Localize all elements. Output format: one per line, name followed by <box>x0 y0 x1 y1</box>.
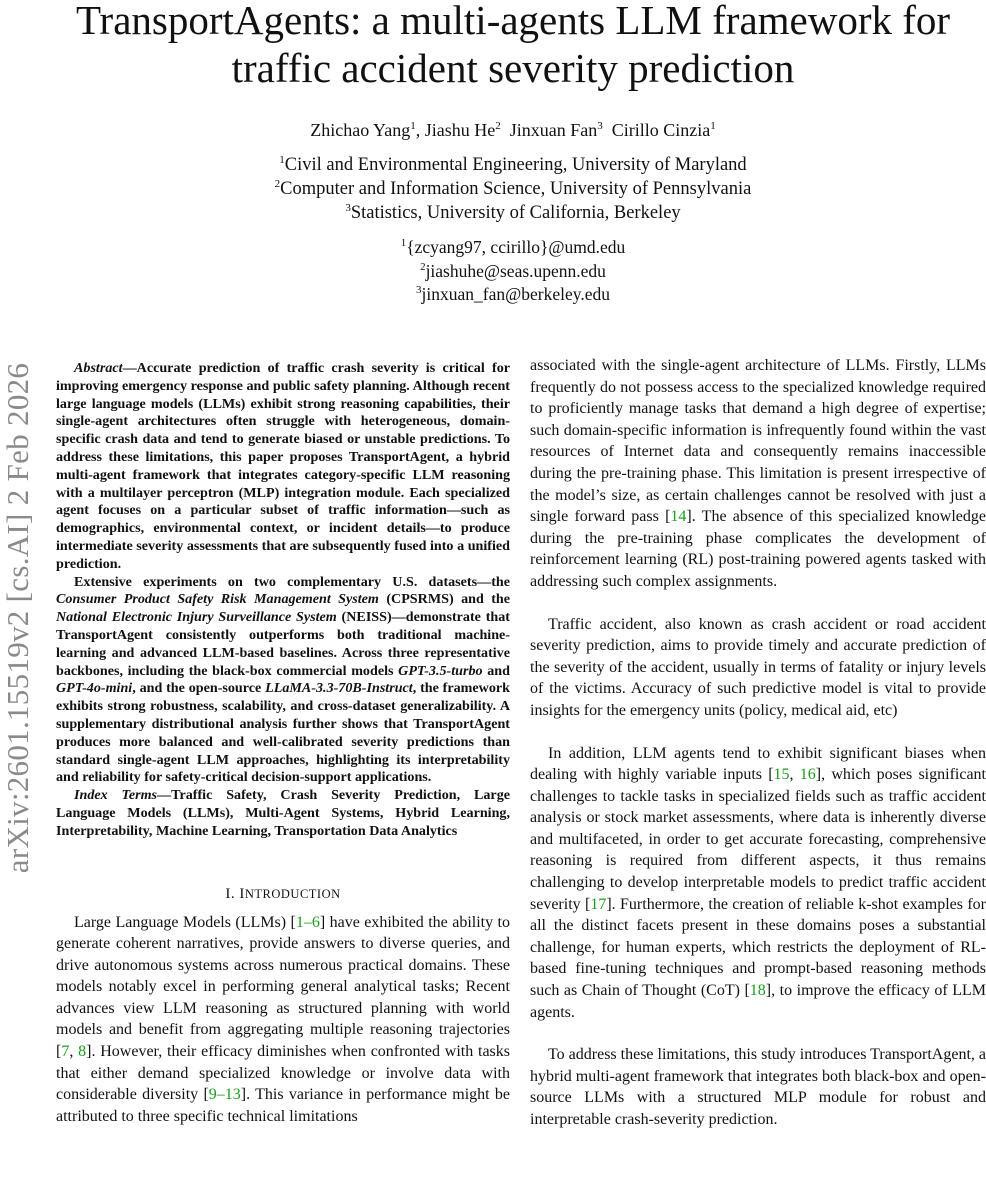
citation-link[interactable]: 9 <box>208 1086 217 1104</box>
index-terms-label: Index Terms <box>74 787 158 804</box>
abstract-text: and <box>482 662 510 679</box>
body-text: ]. This variance in performance might be attributed to three specific technical limitations <box>56 1086 510 1125</box>
body-text: ]. The absence of this specialized knowledge during the pre-training phase complicates the development of reinforcement learning (RL) post-training powered agents tasked with addressing such complex assignments. <box>530 508 986 590</box>
body-paragraph <box>530 355 986 593</box>
right-column <box>530 355 986 1131</box>
arxiv-identifier: arXiv:2601.15519v2 [cs.AI] 2 Feb 2026 <box>0 362 35 874</box>
section-initial: I <box>239 885 245 902</box>
body-text: In addition, LLM agents tend to exhibit significant biases when dealing with highly variable inputs [ <box>530 744 986 784</box>
body-text: Large Language Models (LLMs) [ <box>74 913 296 931</box>
citation-dash: – <box>216 1086 225 1104</box>
author-name: Jiashu He <box>424 120 496 140</box>
citation-link[interactable]: 14 <box>670 508 687 526</box>
section-numeral: I. <box>225 885 240 902</box>
affil-mark: 2 <box>274 177 281 190</box>
email-mark: 2 <box>420 260 426 273</box>
affiliation <box>40 177 986 201</box>
author-name: Zhichao Yang <box>310 120 411 140</box>
body-text: ]. Furthermore, the creation of reliable k-shot examples for all the distinct facets present in these domains poses a substantial challenge, for human experts, which restricts the deployment of RL-based fine-tuning techniques and prompt-based reasoning methods such as Chain of Thought (CoT) [ <box>530 895 986 1000</box>
affil-mark: 3 <box>345 201 351 214</box>
abstract-text: —Accurate prediction of traffic crash severity is critical for improving emergency response and public safety planning. Although recent large language models (LLMs) exhibit strong reasoning capabilities, their single-agent architectures often struggle with heterogeneous, domain-specific crash data and tend to generate biased or unstable predictions. To address these limitations, this paper proposes TransportAgent, a hybrid multi-agent framework that integrates category-specific LLM reasoning with a multilayer perceptron (MLP) integration module. Each specialized agent focuses on a particular subset of traffic information—such as demographics, environmental context, or incident details—to produce intermediate severity assessments that are subsequently fused into a unified prediction. <box>56 360 510 572</box>
citation-link[interactable]: 15 <box>773 766 790 784</box>
citation-link[interactable]: 6 <box>311 913 320 931</box>
citation-link[interactable]: 17 <box>590 895 607 913</box>
email-text: jinxuan_fan@berkeley.edu <box>421 284 610 304</box>
author-affil-mark: 1 <box>410 120 416 132</box>
email-text: jiashuhe@seas.upenn.edu <box>425 260 606 281</box>
affiliation-text: Computer and Information Science, University of Pennsylvania <box>280 179 752 199</box>
section-title-rest: NTRODUCTION <box>244 886 341 901</box>
index-terms-text: —Traffic Safety, Crash Severity Prediction, Large Language Models (LLMs), Multi-Agent Systems, Hybrid Learning, Interpretability, Machine Learning, Transportation Data Analytics <box>56 787 510 839</box>
body-text: ]. However, their efficacy diminishes when confronted with tasks that either demand specialized knowledge or involve data with considerable diversity [ <box>56 1043 511 1104</box>
section-heading-introduction <box>56 886 510 903</box>
abstract-paragraph <box>56 574 510 788</box>
citation-link[interactable]: 8 <box>78 1043 87 1061</box>
arxiv-sidebar <box>0 318 35 918</box>
body-text: ], to improve the efficacy of LLM agents. <box>530 982 986 1021</box>
citation-link[interactable]: 18 <box>749 982 766 1000</box>
affiliation <box>40 153 986 177</box>
email <box>40 236 986 260</box>
body-text: associated with the single-agent architecture of LLMs. Firstly, LLMs frequently do not possess access to the specialized knowledge required to proficiently manage tasks that demand a high degree of expertise; such domain-specific information is infrequently found within the vast resources of Internet data and consequently remains inaccessible during the pre-training phase. This limitation is present irrespective of the model’s size, as certain challenges cannot be resolved with just a single forward pass [ <box>530 357 986 526</box>
author-list: Zhichao Yang$^1$, Jiashu He$^2$ Jinxuan Fan$^3$ Cirillo Cinzia$^1$ <box>310 120 716 140</box>
body-text: , <box>69 1043 79 1061</box>
model-name: GPT-3.5-turbo <box>398 662 483 679</box>
model-name: GPT-4o-mini <box>56 680 133 697</box>
author-affil-mark: 2 <box>495 120 501 132</box>
email-mark: 1 <box>400 237 407 250</box>
index-terms <box>56 787 510 840</box>
affiliation-text: Statistics, University of California, Berkeley <box>350 203 681 223</box>
abstract-text: , the framework exhibits strong robustness, scalability, and cross-dataset generalizability. A supplementary distributional analysis further shows that TransportAgent produces more balanced and well-calibrated severity predictions than standard single-agent LLM approaches, highlighting its interpretability and reliability for safety-critical decision-support applications. <box>56 680 510 786</box>
body-text: , <box>789 766 800 784</box>
email-mark: 3 <box>416 284 422 297</box>
citation-dash: – <box>303 913 312 931</box>
abstract-text: (NEISS)—demonstrate that TransportAgent consistently outperforms both traditional machine-learning and advanced LLM-based baselines. Across three representative backbones, including the black-box commercial models <box>56 609 510 679</box>
body-text: ], which poses significant challenges to tackle tasks in specialized fields such as traffic accident analysis or stock market assessments, where data is inherently diverse and multifaceted, in order to get accurate forecasting, comprehensive reasoning is required from different aspects, it thus remains challenging to develop interpretable models to predict traffic accident severity [ <box>530 766 986 913</box>
dataset-name: National Electronic Injury Surveillance System <box>56 609 337 626</box>
body-paragraph: To address these limitations, this study introduces TransportAgent, a hybrid multi-agent framework that integrates both black-box and open-source LLMs with a structured MLP module for robust and interpretable crash-severity prediction. <box>530 1046 986 1128</box>
left-column <box>56 360 510 1127</box>
body-text: ] have exhibited the ability to generate coherent narratives, provide answers to diverse queries, and drive autonomous systems across numerous practical domains. These models notably excel in performing general analytical tasks; Recent advances view LLM reasoning as structured planning with world models and benefit from aggregating multiple reasoning trajectories [ <box>56 913 510 1061</box>
author-affil-mark: 3 <box>597 120 603 132</box>
email <box>40 283 986 307</box>
body-paragraph <box>530 743 986 1024</box>
email-text: {zcyang97, ccirillo}@umd.edu <box>406 237 626 257</box>
email <box>40 260 986 284</box>
abstract-text: , and the open-source <box>132 680 266 697</box>
abstract-text: (CPSRMS) and the <box>378 591 510 608</box>
affiliation-text: Civil and Environmental Engineering, University of Maryland <box>284 155 747 175</box>
affiliation-list <box>40 153 986 225</box>
abstract-label: Abstract <box>74 360 123 376</box>
citation-link[interactable]: 16 <box>799 766 816 784</box>
author-affil-mark: 1 <box>710 120 716 132</box>
intro-paragraph <box>56 912 510 1128</box>
citation-link[interactable]: 13 <box>224 1086 241 1104</box>
affiliation <box>40 201 986 225</box>
body-paragraph: Traffic accident, also known as crash accident or road accident severity prediction, aims to provide timely and accurate prediction of the severity of the accident, usually in terms of fatality or injury levels of the victims. Accuracy of such predictive model is vital to provide insights for the emergency units (policy, medical aid, etc) <box>530 615 986 719</box>
paper-title: TransportAgents: a multi-agents LLM framework for traffic accident severity prediction <box>75 0 951 91</box>
model-name: LLaMA-3.3-70B-Instruct <box>265 680 413 697</box>
citation-link[interactable]: 7 <box>61 1043 70 1061</box>
abstract-paragraph <box>56 360 510 574</box>
author-name: Jinxuan Fan <box>509 120 598 140</box>
abstract-text: Extensive experiments on two complementary U.S. datasets—the <box>74 573 510 590</box>
email-list <box>40 236 986 307</box>
citation-link[interactable]: 1 <box>295 913 304 931</box>
author-name: Cirillo Cinzia <box>611 120 711 140</box>
dataset-name: Consumer Product Safety Risk Management System <box>56 591 379 608</box>
affil-mark: 1 <box>279 153 285 166</box>
